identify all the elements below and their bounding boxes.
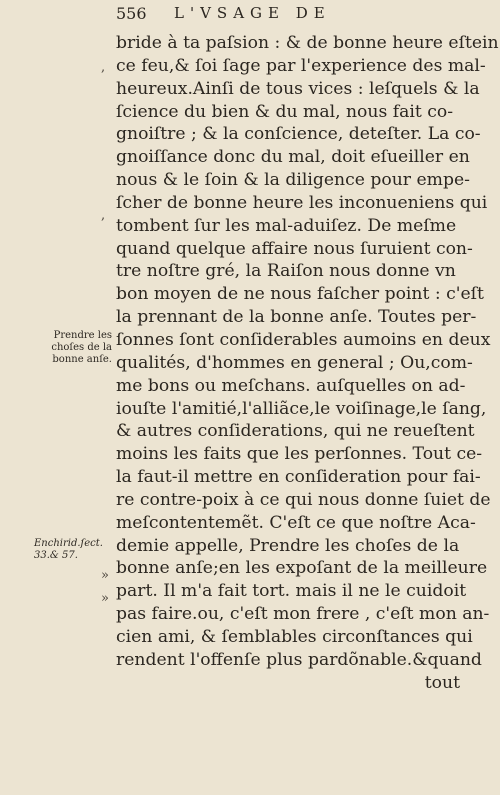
quotation-mark: »: [101, 568, 109, 583]
catchword: tout: [424, 672, 460, 693]
text-line: ſonnes ſont conſiderables aumoins en deux: [116, 329, 491, 350]
text-line: la prennant de la bonne anſe. Toutes per-: [116, 307, 477, 328]
body-text: [116, 32, 499, 694]
text-line: ſcher de bonne heure les inconueniens qui: [116, 192, 488, 213]
text-line: bon moyen de ne nous faſcher point : c'eſt: [116, 284, 484, 305]
text-line: moins les faits que les perſonnes. Tout ce-: [116, 444, 483, 465]
marginal-mark: ,: [101, 60, 106, 75]
margin-note-bonne-anse: [38, 330, 112, 366]
text-line: quand quelque affaire nous ſuruient con-: [116, 238, 473, 259]
text-line: la faut-il mettre en conſideration pour fai-: [116, 467, 481, 488]
text-line: me bons ou meſchans. auſquelles on ad-: [116, 375, 466, 396]
quotation-mark: »: [101, 591, 109, 606]
text-line: gnoiſſance donc du mal, doit eſueiller en: [116, 147, 470, 168]
margin-note-line: bonne anſe.: [52, 354, 112, 365]
text-line: demie appelle, Prendre les choſes de la: [116, 535, 460, 556]
margin-note-enchiridion: [34, 538, 114, 562]
text-line: qualités, d'hommes en general ; Ou,com-: [116, 352, 473, 373]
text-line: pas faire.ou, c'eſt mon frere , c'eſt mon an-: [116, 604, 490, 625]
page-header: [116, 4, 500, 26]
page-number: 556: [116, 4, 147, 23]
text-line: rendent l'offenſe plus pardõnable.&quand: [116, 649, 482, 670]
text-line: ſcience du bien & du mal, nous fait co-: [116, 101, 454, 122]
text-line: tre noſtre gré, la Raiſon nous donne vn: [116, 261, 456, 282]
marginal-mark: ,: [101, 208, 106, 223]
margin-note-line: Enchirid.ſect.: [34, 538, 103, 549]
text-line: re contre-poix à ce qui nous donne ſuiet de: [116, 489, 491, 510]
running-title: L'VSAGE DE: [174, 4, 331, 22]
text-line: bonne anſe;en les expoſant de la meilleure: [116, 558, 488, 579]
text-line: nous & le ſoin & la diligence pour empe-: [116, 170, 470, 191]
text-line: cien ami, & ſemblables circonſtances qui: [116, 626, 473, 647]
margin-note-line: 33.& 57.: [34, 550, 78, 561]
text-line: iouſte l'amitié,l'alliãce,le voiſinage,le ſang,: [116, 398, 487, 419]
text-line: meſcontentemẽt. C'eſt ce que noſtre Aca-: [116, 512, 476, 533]
margin-note-line: Prendre les: [53, 330, 112, 341]
text-line: tombent ſur les mal-aduiſez. De meſme: [116, 215, 457, 236]
text-line: heureux.Ainſi de tous vices : leſquels & la: [116, 78, 480, 99]
text-line: ce feu,& ſoi ſage par l'experience des mal-: [116, 55, 486, 76]
text-line: part. Il m'a fait tort. mais il ne le cuidoit: [116, 581, 467, 602]
margin-note-line: choſes de la: [51, 342, 112, 353]
text-line: & autres conſiderations, qui ne reueſtent: [116, 421, 475, 442]
text-line: bride à ta paſsion : & de bonne heure eſtein: [116, 33, 499, 53]
text-line: gnoiſtre ; & la conſcience, deteſter. La co-: [116, 124, 481, 145]
